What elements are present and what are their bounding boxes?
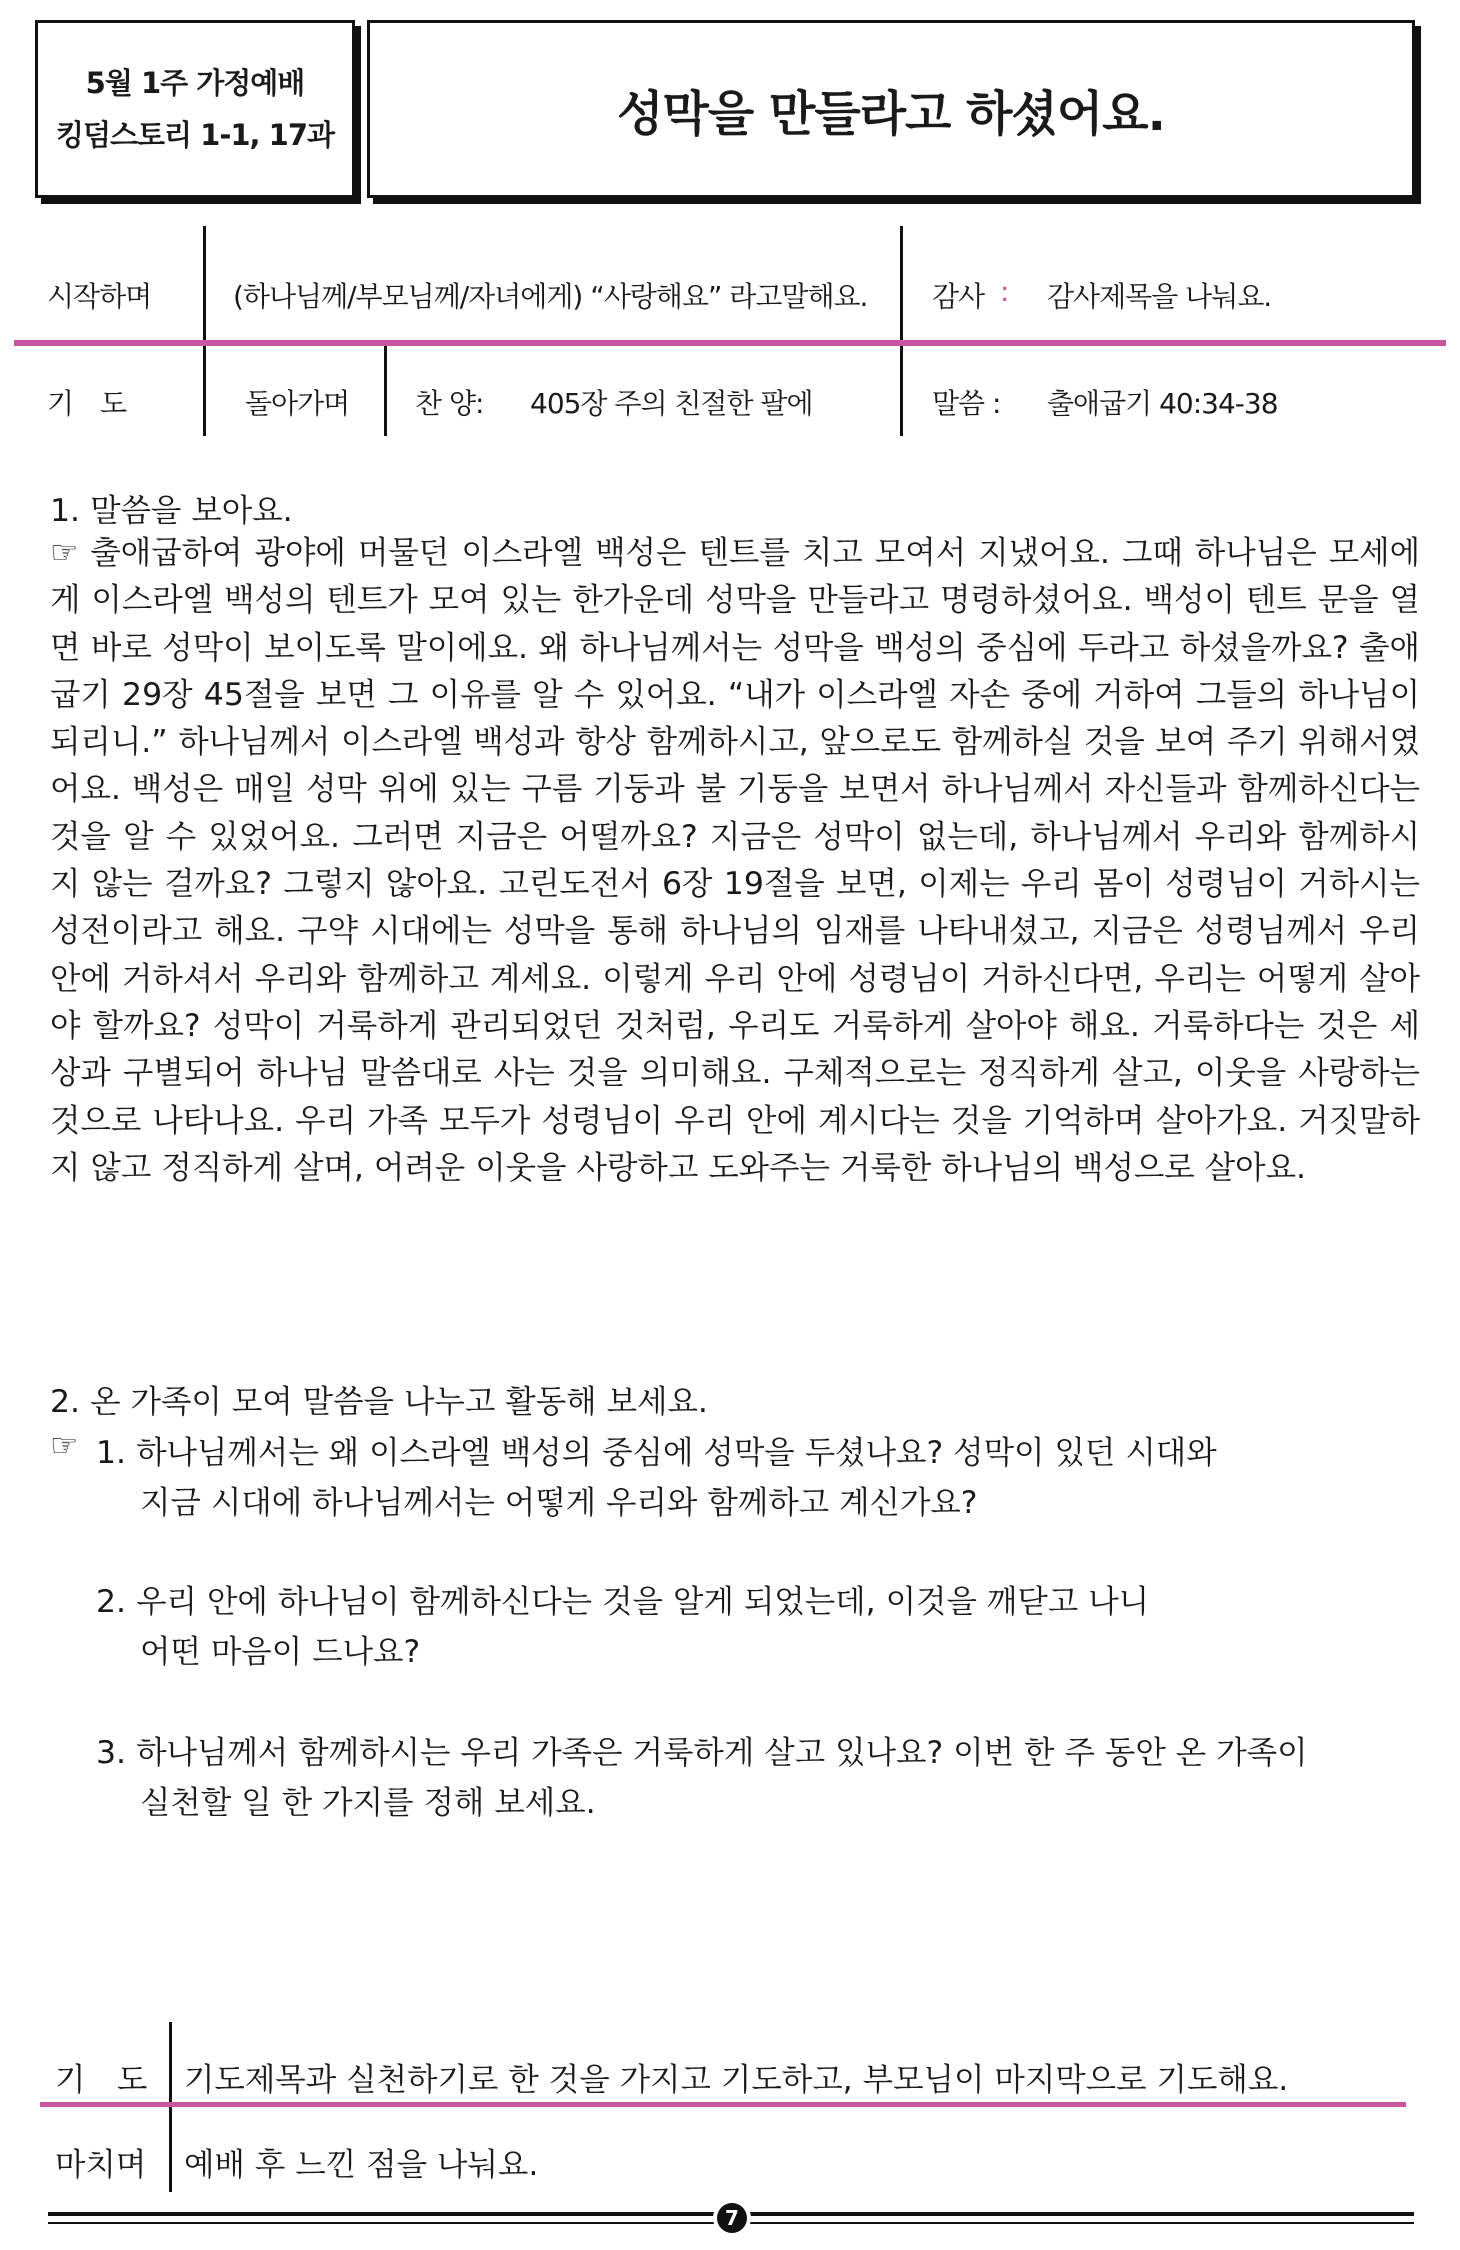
divider xyxy=(384,346,387,436)
section1-body xyxy=(50,530,1420,1192)
hymn-label: 찬 양: xyxy=(415,387,484,420)
section1-text: 출애굽하여 광야에 머물던 이스라엘 백성은 텐트를 치고 모여서 지냈어요. 그때 하나님은 모세에게 이스라엘 백성의 텐트가 모여 있는 한가운데 성막을 만들라고 명령하셨어요. 백성이 텐트 문을 열면 바로 성막이 보이도록 말이에요. 왜 하나님께서는 성막을 백성의 중심에 두라고 하셨을까요? 출애굽기 29장 45절을 보면 그 이유를 알 수 있어요. “내가 이스라엘 자손 중에 거하여 그들의 하나님이 되리니.” 하나님께서 이스라엘 백성과 항상 함께하시고, 앞으로도 함께하실 것을 보여 주기 위해서였어요. 백성은 매일 성막 위에 있는 구름 기둥과 불 기둥을 보면서 하나님께서 자신들과 함께하신다는 것을 알 수 있었어요. 그러면 지금은 어떨까요? 지금은 성막이 없는데, 하나님께서 우리와 함께하시지 않는 걸까요? 그렇지 않아요. 고린도전서 6장 19절을 보면, 이제는 우리 몸이 성령님이 거하시는 성전이라고 해요. 구약 시대에는 성막을 통해 하나님의 임재를 나타내셨고, 지금은 성령님께서 우리 안에 거하셔서 우리와 함께하고 계세요. 이렇게 우리 안에 성령님이 거하신다면, 우리는 어떻게 살아야 할까요? 성막이 거룩하게 관리되었던 것처럼, 우리도 거룩하게 살아야 해요. 거룩하다는 것은 세상과 구별되어 하나님 말씀대로 사는 것을 의미해요. 구체적으로는 정직하게 살고, 이웃을 사랑하는 것으로 나타나요. 우리 가족 모두가 성령님이 우리 안에 계시다는 것을 기억하며 살아가요. 거짓말하지 않고 정직하게 살며, 어려운 이웃을 사랑하고 도와주는 거룩한 하나님의 백성으로 살아요. xyxy=(50,535,1421,1186)
pink-rule xyxy=(40,2102,1406,2107)
divider xyxy=(900,226,903,341)
lesson-info-box xyxy=(35,20,355,198)
pointer-icon: ☞ xyxy=(50,535,79,571)
start-text: (하나님께/부모님께/자녀에게) “사랑해요” 라고말해요. xyxy=(233,280,868,313)
word-text: 출애굽기 40:34-38 xyxy=(1047,387,1278,420)
thanks-colon: : xyxy=(1000,275,1009,308)
divider xyxy=(203,226,206,341)
thanks-text: 감사제목을 나눠요. xyxy=(1047,280,1272,313)
question-2-line1: 2. 우리 안에 하나님이 함께하신다는 것을 알게 되었는데, 이것을 깨닫고 나니 xyxy=(96,1584,1150,1620)
closing-end-text: 예배 후 느낀 점을 나눠요. xyxy=(184,2147,539,2183)
closing-prayer-text: 기도제목과 실천하기로 한 것을 가지고 기도하고, 부모님이 마지막으로 기도해요. xyxy=(184,2062,1289,2098)
divider xyxy=(169,2022,172,2102)
page-title: 성막을 만들라고 하셨어요. xyxy=(617,85,1165,142)
divider xyxy=(900,346,903,436)
divider xyxy=(203,346,206,436)
closing-prayer-label: 기 도 xyxy=(55,2062,148,2098)
section1-heading: 1. 말씀을 보아요. xyxy=(50,493,293,529)
word-label: 말씀 : xyxy=(932,387,1001,420)
lesson-label: 킹덤스토리 1-1, 17과 xyxy=(55,118,335,152)
section2-heading: 2. 온 가족이 모여 말씀을 나누고 활동해 보세요. xyxy=(50,1384,708,1420)
divider xyxy=(169,2107,172,2192)
question-3-line1: 3. 하나님께서 함께하시는 우리 가족은 거룩하게 살고 있나요? 이번 한 주 동안 온 가족이 xyxy=(96,1735,1308,1771)
prayer-label: 기 도 xyxy=(47,387,127,420)
question-2-line2: 어떤 마음이 드나요? xyxy=(140,1634,421,1670)
closing-end-label: 마치며 xyxy=(55,2147,147,2183)
pointer-icon: ☞ xyxy=(50,1428,79,1464)
week-label: 5월 1주 가정예배 xyxy=(85,66,305,100)
pink-rule xyxy=(14,340,1446,346)
question-1-line2: 지금 시대에 하나님께서는 어떻게 우리와 함께하고 계신가요? xyxy=(140,1485,978,1521)
start-label: 시작하며 xyxy=(47,280,152,313)
page-number: 7 xyxy=(717,2203,747,2233)
title-box xyxy=(367,20,1415,198)
thanks-label: 감사 xyxy=(932,280,985,313)
question-3-line2: 실천할 일 한 가지를 정해 보세요. xyxy=(140,1785,596,1821)
prayer-text: 돌아가며 xyxy=(245,387,350,420)
question-1-line1: 1. 하나님께서는 왜 이스라엘 백성의 중심에 성막을 두셨나요? 성막이 있던 시대와 xyxy=(96,1435,1217,1471)
hymn-text: 405장 주의 친절한 팔에 xyxy=(530,387,813,420)
